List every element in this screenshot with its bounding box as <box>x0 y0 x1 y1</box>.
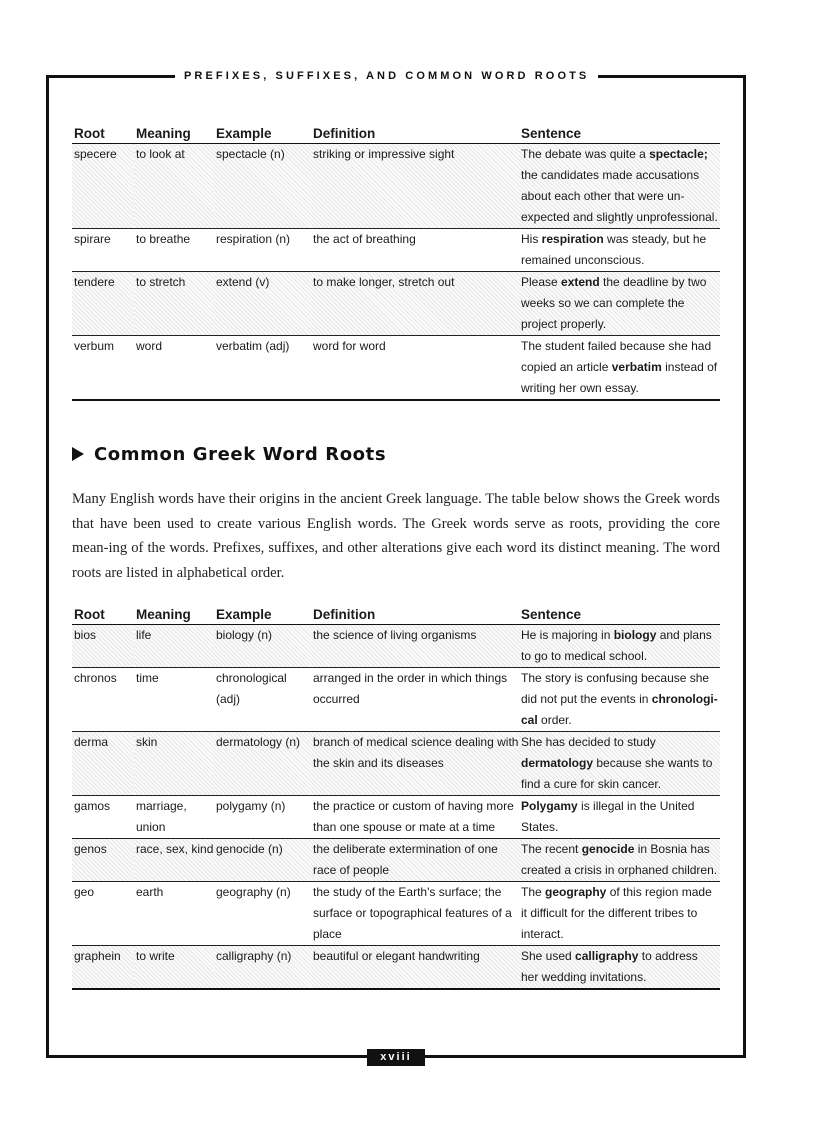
sentence-keyword: extend <box>561 275 600 289</box>
table-header-row <box>72 124 720 144</box>
cell-example: verbatim (adj) <box>214 336 311 401</box>
table-row <box>72 144 720 229</box>
cell-sentence <box>519 336 720 401</box>
table-row <box>72 796 720 839</box>
section-heading <box>72 442 386 468</box>
sentence-keyword: geography <box>545 885 607 899</box>
sentence-text: the candidates made accusations about each other that were un-expected and slightly unprofessional. <box>521 168 718 224</box>
column-header: Example <box>214 605 311 625</box>
page-number: xviii <box>367 1049 425 1066</box>
table-row <box>72 946 720 990</box>
intro-paragraph: Many English words have their origins in the ancient Greek language. The table below shows the Greek words that have been used to create various English words. The Greek words serve as roots, providing the core mean-ing of the words. Prefixes, suffixes, and other alterations give each word its distinct meaning. The word roots are listed in alphabetical order. <box>72 491 720 581</box>
sentence-keyword: dermatology <box>521 756 594 770</box>
cell-definition: word for word <box>311 336 519 401</box>
sentence-text: She used <box>521 949 576 963</box>
cell-example: polygamy (n) <box>214 796 311 839</box>
section-heading-text: Common Greek Word Roots <box>94 444 387 465</box>
frame-right-rule <box>743 75 746 1058</box>
cell-sentence <box>519 625 720 668</box>
sentence-keyword: verbatim <box>611 360 662 374</box>
cell-sentence <box>519 839 720 882</box>
column-header: Root <box>72 124 134 144</box>
cell-definition: beautiful or elegant handwriting <box>311 946 519 990</box>
sentence-keyword: spectacle; <box>649 147 708 161</box>
cell-example: spectacle (n) <box>214 144 311 229</box>
cell-definition: striking or impressive sight <box>311 144 519 229</box>
sentence-text: She has decided to study <box>521 735 656 749</box>
cell-example: geography (n) <box>214 882 311 946</box>
cell-root: specere <box>72 144 134 229</box>
cell-root: tendere <box>72 272 134 336</box>
table-row <box>72 336 720 401</box>
cell-meaning: marriage, union <box>134 796 214 839</box>
table-row <box>72 668 720 732</box>
sentence-text: The <box>521 885 546 899</box>
column-header: Definition <box>311 605 519 625</box>
cell-root: verbum <box>72 336 134 401</box>
sentence-text: in Bosnia has created a crisis in orphaned children. <box>521 842 718 877</box>
cell-example: respiration (n) <box>214 229 311 272</box>
sentence-text: because she wants to find a cure for skin cancer. <box>521 756 713 791</box>
cell-root: spirare <box>72 229 134 272</box>
greek-roots-table <box>72 605 720 990</box>
cell-sentence <box>519 272 720 336</box>
sentence-keyword: genocide <box>581 842 635 856</box>
cell-root: chronos <box>72 668 134 732</box>
sentence-keyword: calligraphy <box>575 949 639 963</box>
cell-definition: the science of living organisms <box>311 625 519 668</box>
cell-definition: arranged in the order in which things occurred <box>311 668 519 732</box>
frame-left-rule <box>46 75 49 1058</box>
cell-sentence <box>519 732 720 796</box>
sentence-text: The student failed because she had copied an article <box>521 339 712 374</box>
column-header: Meaning <box>134 124 214 144</box>
cell-example: biology (n) <box>214 625 311 668</box>
cell-root: geo <box>72 882 134 946</box>
cell-root: graphein <box>72 946 134 990</box>
cell-meaning: skin <box>134 732 214 796</box>
running-head: PREFIXES, SUFFIXES, AND COMMON WORD ROOTS <box>175 68 598 84</box>
cell-meaning: race, sex, kind <box>134 839 214 882</box>
table-row <box>72 229 720 272</box>
sentence-text: He is majoring in <box>521 628 614 642</box>
sentence-text: The debate was quite a <box>521 147 650 161</box>
cell-meaning: to write <box>134 946 214 990</box>
cell-example: dermatology (n) <box>214 732 311 796</box>
table-row <box>72 625 720 668</box>
cell-meaning: life <box>134 625 214 668</box>
column-header: Sentence <box>519 124 720 144</box>
cell-meaning: to breathe <box>134 229 214 272</box>
column-header: Root <box>72 605 134 625</box>
cell-sentence <box>519 882 720 946</box>
sentence-text: Please <box>521 275 562 289</box>
sentence-keyword: Polygamy <box>521 799 578 813</box>
cell-definition: to make longer, stretch out <box>311 272 519 336</box>
latin-roots-table <box>72 124 720 401</box>
column-header: Sentence <box>519 605 720 625</box>
cell-sentence <box>519 144 720 229</box>
cell-sentence <box>519 668 720 732</box>
sentence-text: The story is confusing because she did not put the events in <box>521 671 710 706</box>
sentence-text: is illegal in the United States. <box>521 799 695 834</box>
cell-example: genocide (n) <box>214 839 311 882</box>
table-row <box>72 272 720 336</box>
sentence-text: His <box>521 232 542 246</box>
cell-definition: the act of breathing <box>311 229 519 272</box>
cell-definition: branch of medical science dealing with the skin and its diseases <box>311 732 519 796</box>
table-row <box>72 839 720 882</box>
sentence-text: to address her wedding invitations. <box>521 949 698 984</box>
cell-definition: the deliberate extermination of one race of people <box>311 839 519 882</box>
sentence-text: order. <box>537 713 572 727</box>
sentence-keyword: respiration <box>541 232 604 246</box>
cell-example: extend (v) <box>214 272 311 336</box>
cell-sentence <box>519 946 720 990</box>
table-header-row <box>72 605 720 625</box>
sentence-text: the deadline by two weeks so we can complete the project properly. <box>521 275 707 331</box>
sentence-text: instead of writing her own essay. <box>521 360 718 395</box>
sentence-keyword: biology <box>613 628 657 642</box>
column-header: Example <box>214 124 311 144</box>
column-header: Meaning <box>134 605 214 625</box>
cell-meaning: to look at <box>134 144 214 229</box>
sentence-text: of this region made it difficult for the different tribes to interact. <box>521 885 712 941</box>
cell-meaning: time <box>134 668 214 732</box>
cell-sentence <box>519 229 720 272</box>
column-header: Definition <box>311 124 519 144</box>
sentence-text: was steady, but he remained unconscious. <box>521 232 707 267</box>
sentence-text: and plans to go to medical school. <box>521 628 712 663</box>
cell-root: genos <box>72 839 134 882</box>
sentence-text: The recent <box>521 842 582 856</box>
cell-definition: the study of the Earth's surface; the surface or topographical features of a place <box>311 882 519 946</box>
cell-sentence <box>519 796 720 839</box>
cell-root: derma <box>72 732 134 796</box>
triangle-bullet-icon <box>72 447 84 461</box>
cell-meaning: to stretch <box>134 272 214 336</box>
cell-example: chronological (adj) <box>214 668 311 732</box>
cell-definition: the practice or custom of having more than one spouse or mate at a time <box>311 796 519 839</box>
sentence-keyword: chronologi-cal <box>521 692 718 727</box>
table-row <box>72 882 720 946</box>
cell-meaning: word <box>134 336 214 401</box>
cell-root: gamos <box>72 796 134 839</box>
cell-root: bios <box>72 625 134 668</box>
cell-meaning: earth <box>134 882 214 946</box>
table-row <box>72 732 720 796</box>
cell-example: calligraphy (n) <box>214 946 311 990</box>
